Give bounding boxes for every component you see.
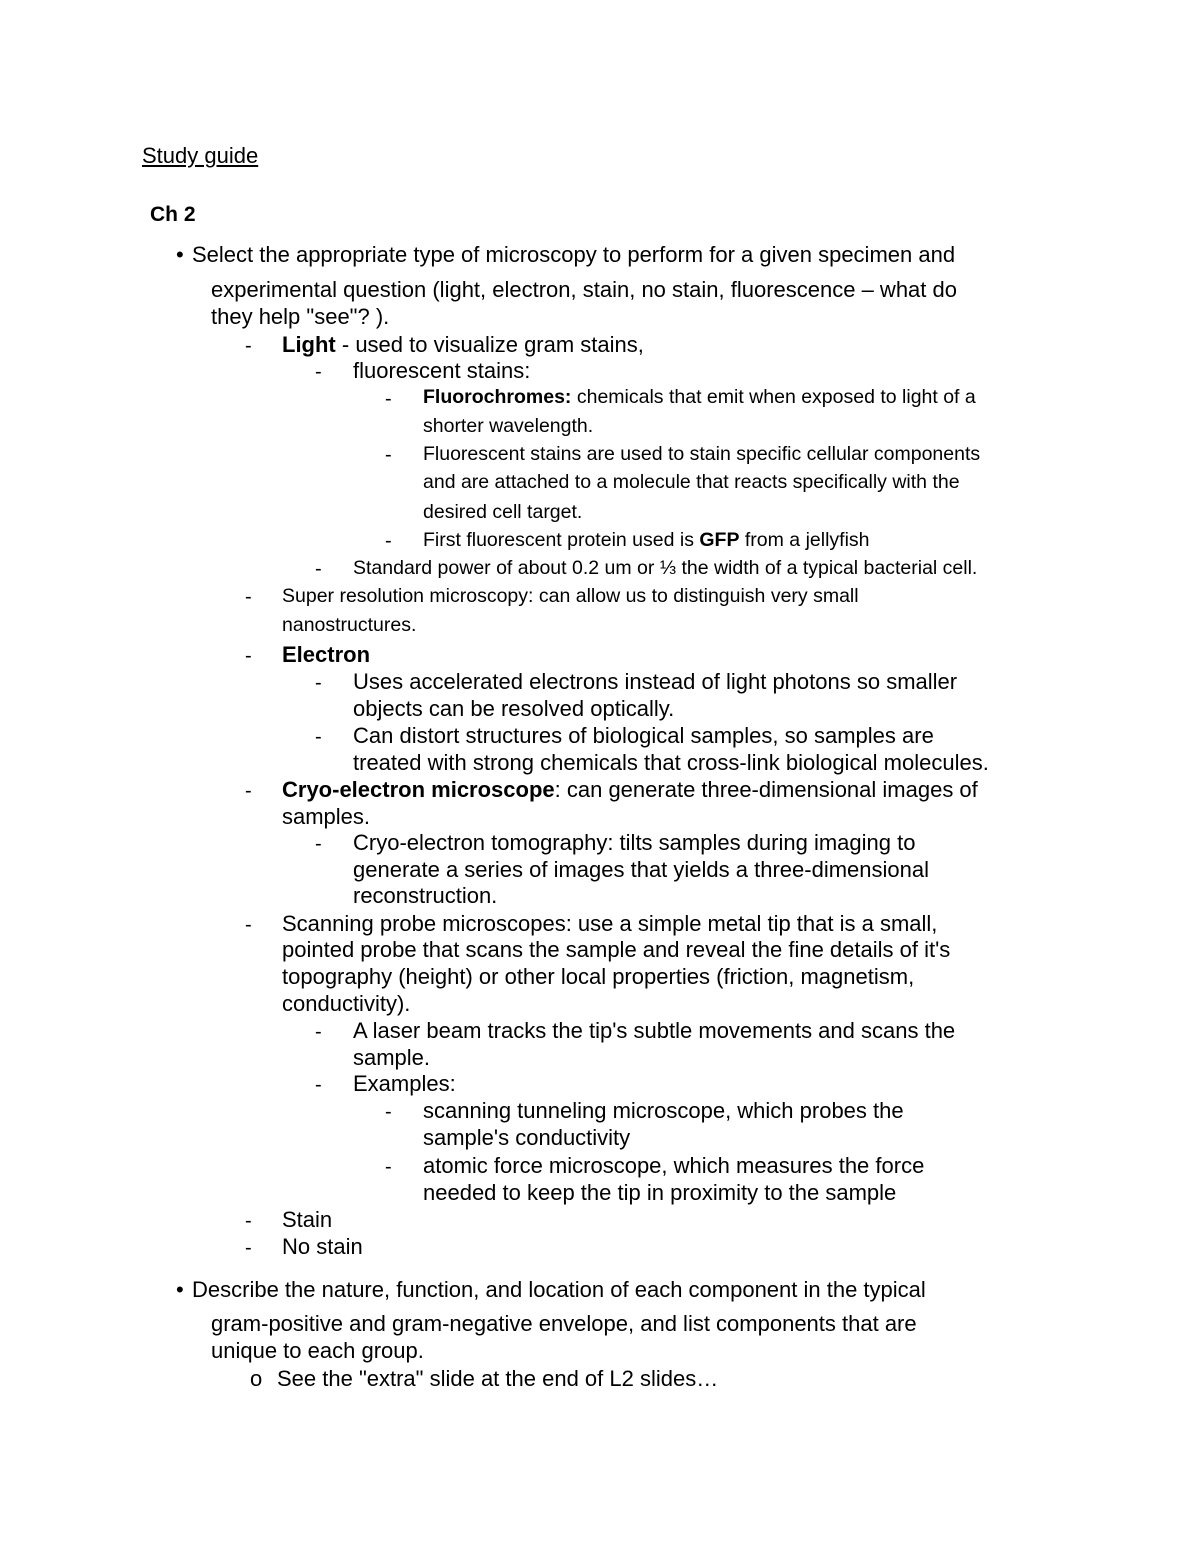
cryo-item bbox=[282, 777, 978, 804]
cryo-line2: samples. bbox=[282, 804, 371, 829]
dash-marker: - bbox=[245, 586, 252, 608]
stains-line3: desired cell target. bbox=[423, 501, 583, 523]
dash-marker: - bbox=[245, 1210, 252, 1232]
standard-power-item: Standard power of about 0.2 um or ⅓ the width of a typical bacterial cell. bbox=[353, 557, 978, 579]
stains-line1: Fluorescent stains are used to stain specific cellular components bbox=[423, 443, 981, 465]
afm-line2: needed to keep the tip in proximity to the sample bbox=[423, 1180, 897, 1205]
dash-marker: - bbox=[315, 558, 322, 580]
bullet1-line2: experimental question (light, electron, stain, no stain, fluorescence – what do bbox=[211, 277, 957, 302]
light-label: Light bbox=[282, 332, 336, 357]
bullet-marker: • bbox=[176, 242, 184, 267]
bullet2-line2: gram-positive and gram-negative envelope, and list components that are bbox=[211, 1311, 917, 1336]
laser-line2: sample. bbox=[353, 1045, 431, 1070]
bullet-marker: • bbox=[176, 1277, 184, 1302]
bullet1-line1: Select the appropriate type of microscopy to perform for a given specimen and bbox=[192, 242, 956, 267]
electron-distort-line1: Can distort structures of biological samples, so samples are bbox=[353, 723, 934, 748]
dash-marker: - bbox=[245, 1237, 252, 1259]
cryo-tomo-line2: generate a series of images that yields a three-dimensional bbox=[353, 857, 929, 882]
chapter-heading: Ch 2 bbox=[150, 203, 196, 226]
stains-line2: and are attached to a molecule that reacts specifically with the bbox=[423, 471, 960, 493]
gfp-item bbox=[423, 526, 870, 555]
cryo-tomo-line3: reconstruction. bbox=[353, 883, 498, 908]
dash-marker: - bbox=[315, 1074, 322, 1096]
dash-marker: - bbox=[315, 833, 322, 855]
fluorochromes-line2: shorter wavelength. bbox=[423, 415, 594, 437]
stm-line2: sample's conductivity bbox=[423, 1125, 631, 1150]
laser-line1: A laser beam tracks the tip's subtle movements and scans the bbox=[353, 1018, 956, 1043]
light-text: - used to visualize gram stains, bbox=[335, 332, 644, 357]
super-res-line1: Super resolution microscopy: can allow us to distinguish very small bbox=[282, 585, 859, 607]
dash-marker: - bbox=[385, 1101, 392, 1123]
dash-marker: - bbox=[385, 444, 392, 466]
bullet1-line3: they help "see"? ). bbox=[211, 304, 390, 329]
cryo-text: : can generate three-dimensional images of bbox=[554, 777, 978, 802]
dash-marker: - bbox=[315, 726, 322, 748]
scanning-line1: Scanning probe microscopes: use a simple metal tip that is a small, bbox=[282, 911, 938, 936]
dash-marker: - bbox=[245, 914, 252, 936]
electron-uses-line1: Uses accelerated electrons instead of light photons so smaller bbox=[353, 669, 958, 694]
dash-marker: - bbox=[385, 530, 392, 552]
dash-marker: - bbox=[315, 1021, 322, 1043]
dash-marker: - bbox=[245, 780, 252, 802]
examples-item: Examples: bbox=[353, 1071, 456, 1096]
dash-marker: - bbox=[245, 645, 252, 667]
scanning-line2: pointed probe that scans the sample and reveal the fine details of it's bbox=[282, 937, 951, 962]
scanning-line4: conductivity). bbox=[282, 991, 411, 1016]
bullet2-line1: Describe the nature, function, and location of each component in the typical bbox=[192, 1277, 926, 1302]
bullet2-sub-item: See the "extra" slide at the end of L2 slides… bbox=[277, 1366, 719, 1391]
gfp-post: from a jellyfish bbox=[739, 529, 870, 551]
dash-marker: - bbox=[385, 388, 392, 410]
electron-uses-line2: objects can be resolved optically. bbox=[353, 696, 675, 721]
gfp-label: GFP bbox=[699, 529, 740, 551]
fluorochromes-text: chemicals that emit when exposed to light of a bbox=[571, 386, 976, 408]
fluorochromes-label: Fluorochromes: bbox=[423, 386, 572, 408]
dash-marker: - bbox=[315, 672, 322, 694]
no-stain-item: No stain bbox=[282, 1234, 363, 1259]
afm-line1: atomic force microscope, which measures the force bbox=[423, 1153, 925, 1178]
scanning-line3: topography (height) or other local properties (friction, magnetism, bbox=[282, 964, 915, 989]
cryo-tomo-line1: Cryo-electron tomography: tilts samples during imaging to bbox=[353, 830, 916, 855]
dash-marker: - bbox=[245, 335, 252, 357]
gfp-pre: First fluorescent protein used is bbox=[423, 529, 700, 551]
page-title: Study guide bbox=[142, 143, 259, 168]
light-item bbox=[282, 332, 644, 359]
fluorochromes-item bbox=[423, 383, 976, 412]
electron-label: Electron bbox=[282, 642, 371, 667]
dash-marker: - bbox=[315, 361, 322, 383]
dash-marker: - bbox=[385, 1156, 392, 1178]
electron-distort-line2: treated with strong chemicals that cross-link biological molecules. bbox=[353, 750, 989, 775]
fluorescent-stains-item: fluorescent stains: bbox=[353, 358, 531, 383]
stain-item: Stain bbox=[282, 1207, 333, 1232]
stm-line1: scanning tunneling microscope, which probes the bbox=[423, 1098, 904, 1123]
bullet2-line3: unique to each group. bbox=[211, 1338, 424, 1363]
cryo-label: Cryo-electron microscope bbox=[282, 777, 555, 802]
super-res-line2: nanostructures. bbox=[282, 614, 417, 636]
sub-bullet-marker: o bbox=[250, 1366, 263, 1391]
